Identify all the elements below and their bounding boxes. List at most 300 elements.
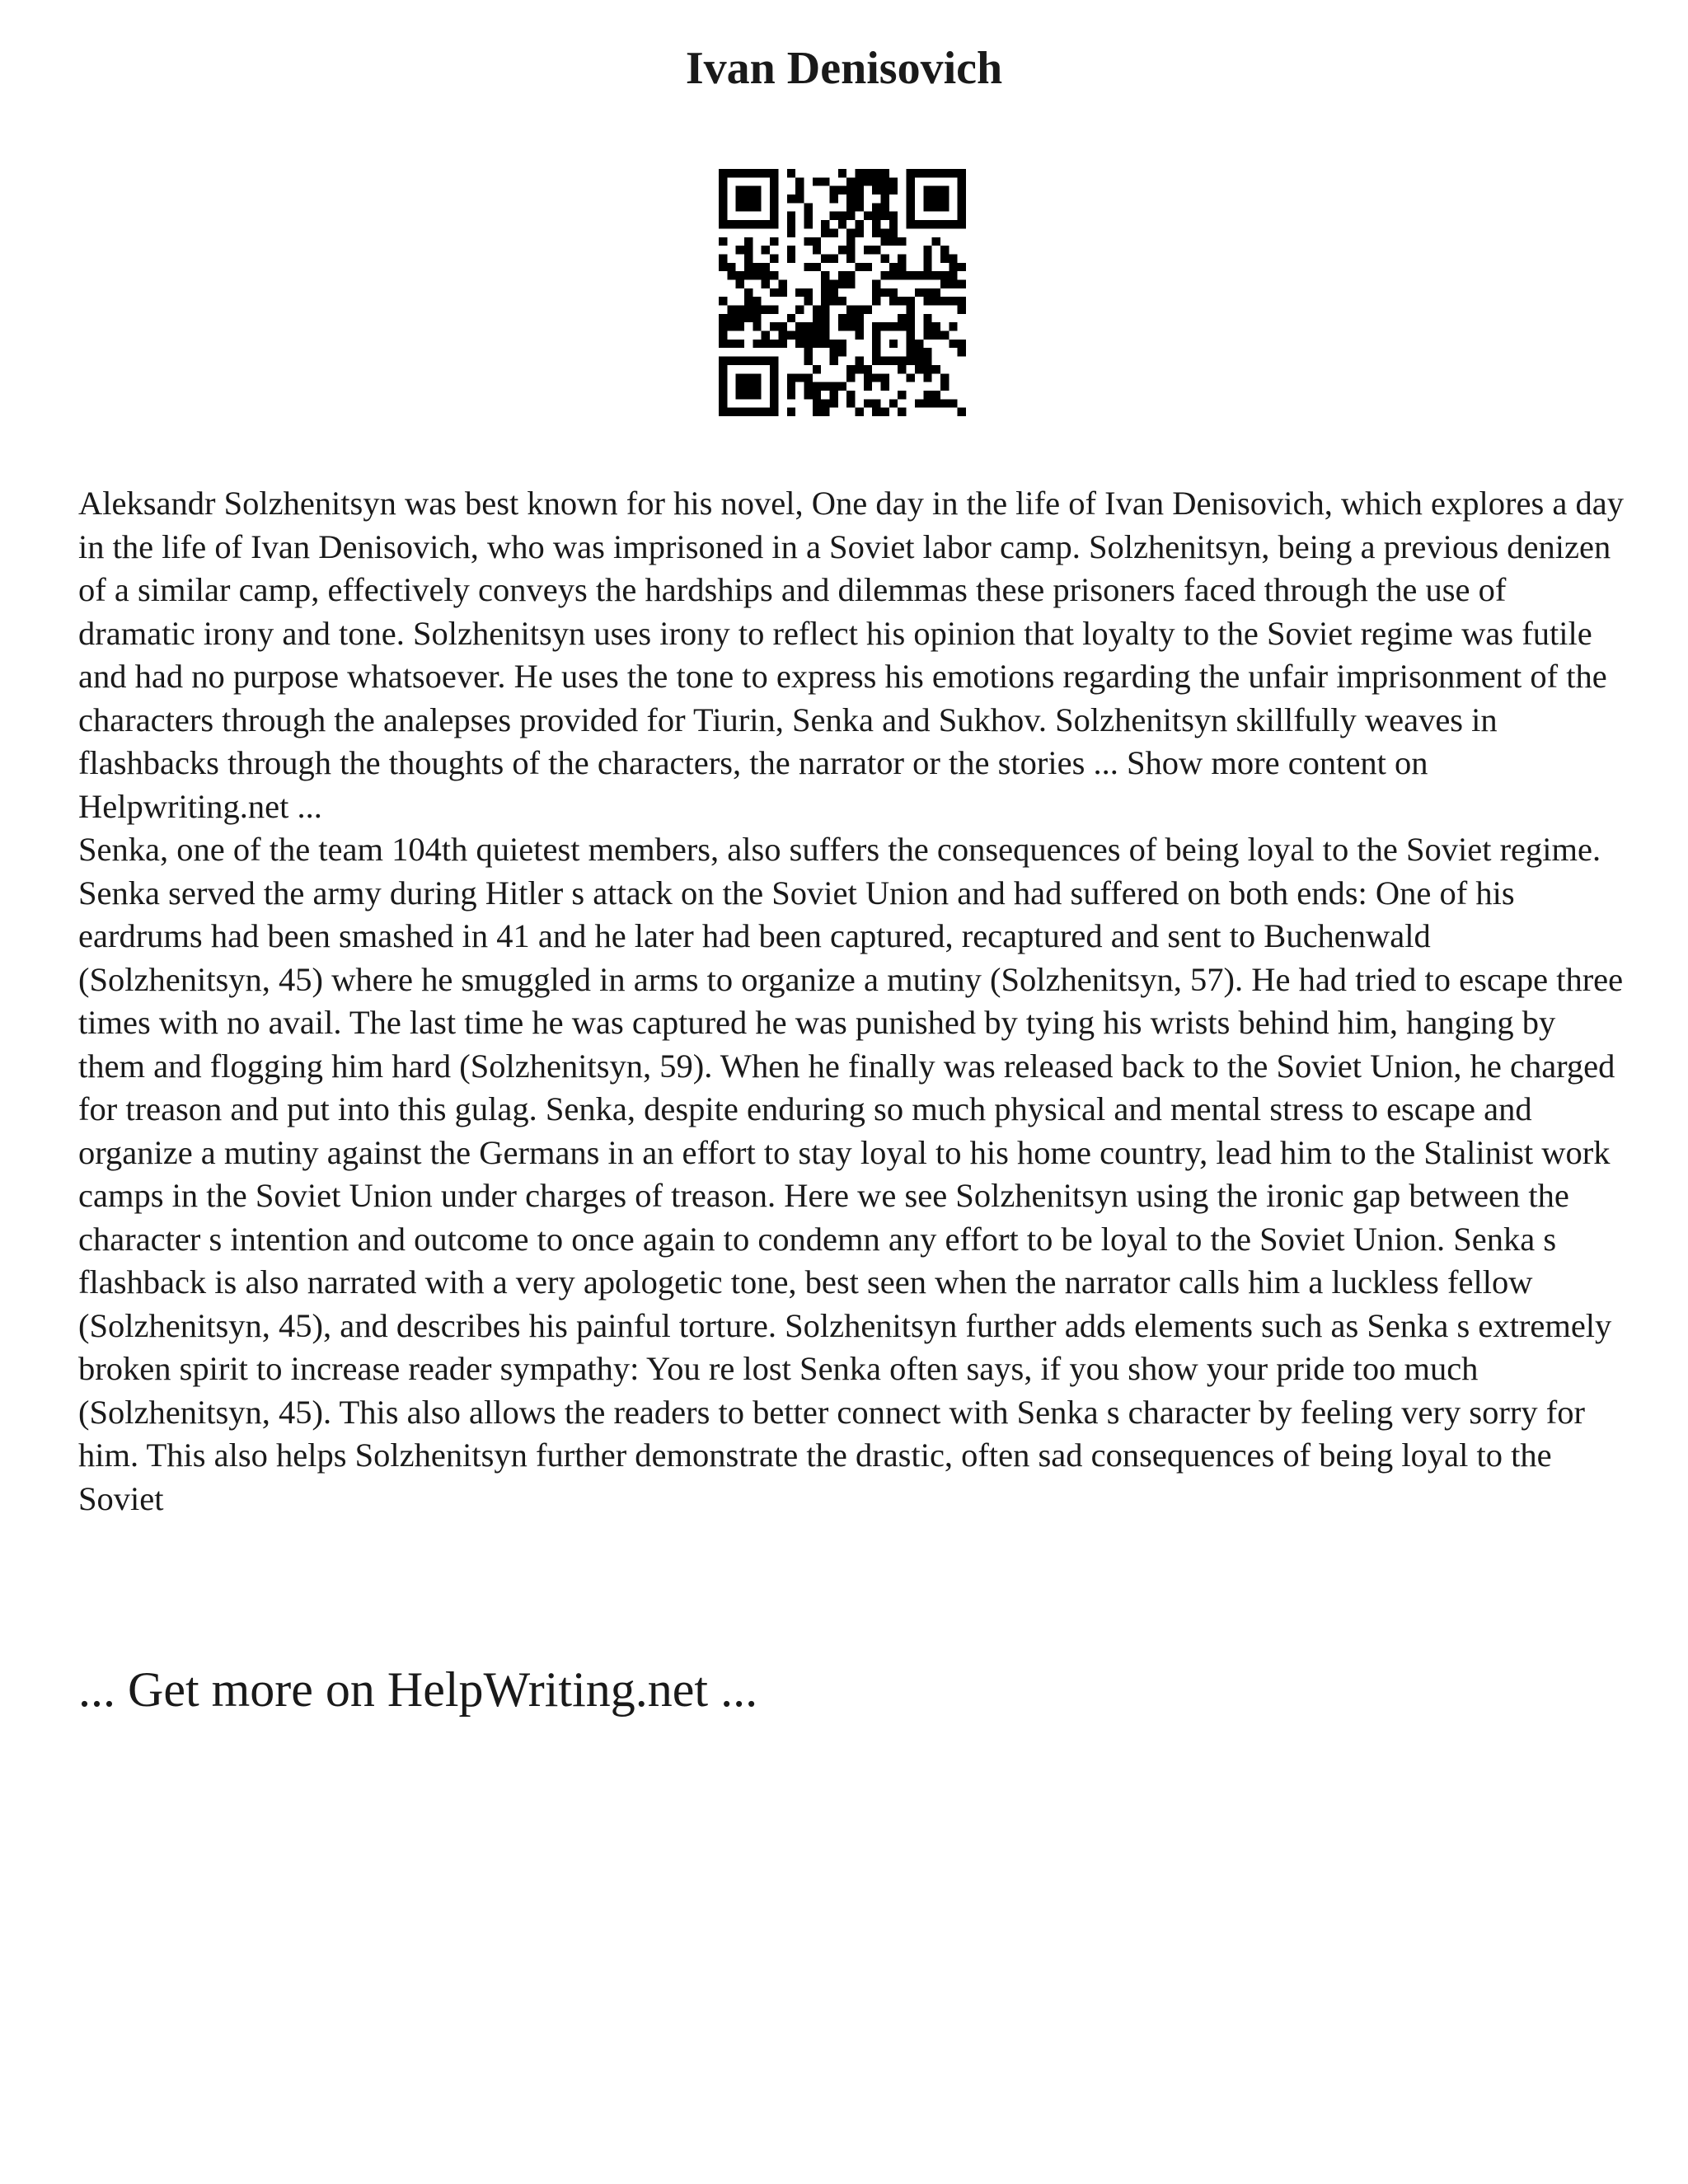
qr-module — [949, 322, 957, 330]
qr-module — [856, 228, 864, 237]
qr-module — [770, 194, 778, 203]
qr-module — [907, 220, 915, 228]
qr-module — [881, 177, 889, 185]
qr-module — [719, 194, 727, 203]
qr-module — [719, 399, 727, 407]
qr-module — [864, 365, 872, 373]
qr-module — [727, 408, 735, 416]
qr-module — [813, 237, 821, 246]
qr-module — [753, 322, 761, 330]
get-more-link[interactable]: ... Get more on HelpWriting.net ... — [78, 1662, 758, 1717]
qr-module — [762, 271, 770, 279]
qr-module — [864, 212, 872, 220]
qr-module — [856, 408, 864, 416]
qr-module — [770, 169, 778, 177]
qr-module — [795, 194, 804, 203]
qr-module — [864, 246, 872, 254]
qr-module — [762, 306, 770, 314]
qr-module — [940, 246, 949, 254]
qr-module — [872, 331, 880, 340]
qr-module — [881, 373, 889, 382]
qr-module — [889, 186, 898, 194]
qr-module — [744, 220, 753, 228]
qr-module — [804, 340, 812, 348]
paragraph-senka: Senka, one of the team 104th quietest members, also suffers the consequences of being loyal to the Soviet regime. Senka served the army during Hitler s attack on the Soviet Union and had suffered on both ends: One of his eardrums had been smashed in 41 and he later had been captured, recaptured and sent to Buchenwald (Solzhenitsyn, 45) where he smuggled in arms to organize a mutiny (Solzhenitsyn, 57). He had tried to escape three times with no avail. The last time he was captured he was punished by tying his wrists behind him, hanging by them and flogging him hard (Solzhenitsyn, 59). When he finally was released back to the Soviet Union, he charged for treason and put into this gulag. Senka, despite enduring so much physical and mental stress to escape and organize a mutiny against the Germans in an effort to stay loyal to his home country, lead him to the Stalinist work camps in the Soviet Union under charges of treason. Here we see Solzhenitsyn using the ironic gap between the character s intention and outcome to once again to condemn any effort to be loyal to the Soviet Union. Senka s flashback is also narrated with a very apologetic tone, best seen when the narrator calls him a luckless fellow (Solzhenitsyn, 45), and describes his painful torture. Solzhenitsyn further adds elements such as Senka s extremely broken spirit to increase reader sympathy: You re lost Senka often says, if you show your pride too much (Solzhenitsyn, 45). This also allows the readers to better connect with Senka s character by feeling very sorry for him. This also helps Solzhenitsyn further demonstrate the drastic, often sad consequences of being loyal to the Soviet — [78, 831, 1624, 1517]
qr-module — [889, 297, 898, 305]
qr-module — [762, 246, 770, 254]
qr-module — [762, 357, 770, 365]
qr-module — [727, 271, 735, 279]
qr-module — [940, 331, 949, 340]
qr-module — [719, 237, 727, 246]
qr-module — [719, 297, 727, 305]
qr-module — [915, 399, 923, 407]
qr-module — [804, 391, 812, 399]
qr-module — [804, 357, 812, 365]
qr-module — [753, 314, 761, 322]
qr-module — [753, 391, 761, 399]
qr-module — [813, 331, 821, 340]
qr-module — [932, 220, 940, 228]
qr-module — [889, 288, 898, 297]
qr-module — [846, 212, 855, 220]
qr-module — [940, 203, 949, 211]
qr-module — [932, 169, 940, 177]
qr-module — [829, 391, 837, 399]
qr-module — [846, 203, 855, 211]
qr-module — [838, 322, 846, 330]
qr-module — [813, 340, 821, 348]
qr-module — [898, 408, 906, 416]
qr-module — [881, 254, 889, 262]
qr-module — [736, 408, 744, 416]
qr-module — [804, 220, 812, 228]
qr-module — [727, 322, 735, 330]
qr-module — [907, 212, 915, 220]
qr-module — [846, 314, 855, 322]
qr-module — [856, 306, 864, 314]
qr-module — [821, 331, 829, 340]
qr-module — [881, 194, 889, 203]
qr-module — [864, 382, 872, 391]
qr-module — [923, 186, 931, 194]
qr-module — [719, 382, 727, 391]
qr-module — [744, 314, 753, 322]
qr-module — [719, 357, 727, 365]
qr-module — [804, 212, 812, 220]
qr-module — [736, 186, 744, 194]
qr-module — [719, 408, 727, 416]
qr-module — [821, 177, 829, 185]
qr-module — [846, 322, 855, 330]
qr-module — [736, 391, 744, 399]
qr-code-graphic — [719, 169, 966, 416]
qr-module — [872, 186, 880, 194]
qr-module — [898, 357, 906, 365]
qr-module — [795, 373, 804, 382]
qr-module — [778, 322, 786, 330]
qr-module — [719, 373, 727, 382]
paragraph-intro: Aleksandr Solzhenitsyn was best known for his novel, One day in the life of Ivan Denisovich, which explores a day in the life of Ivan Denisovich, who was imprisoned in a Soviet labor camp. Solzhenitsyn, being a previous denizen of a similar camp, effectively conveys the hardships and dilemmas these prisoners faced through the use of dramatic irony and tone. Solzhenitsyn uses irony to reflect his opinion that loyalty to the Soviet regime was futile and had no purpose whatsoever. He uses the tone to express his emotions regarding the unfair imprisonment of the characters through the analepses provided for Tiurin, Senka and Sukhov. Solzhenitsyn skillfully weaves in flashbacks through the thoughts of the characters, the narrator or the stories ... Show more content on Helpwriting.net ... — [78, 485, 1624, 825]
qr-module — [829, 228, 837, 237]
qr-module — [915, 365, 923, 373]
qr-module — [907, 322, 915, 330]
qr-module — [856, 177, 864, 185]
qr-module — [744, 408, 753, 416]
qr-module — [813, 382, 821, 391]
qr-module — [881, 382, 889, 391]
qr-module — [770, 373, 778, 382]
qr-module — [821, 399, 829, 407]
qr-module — [787, 314, 795, 322]
qr-module — [736, 306, 744, 314]
qr-module — [932, 186, 940, 194]
qr-module — [821, 297, 829, 305]
qr-module — [813, 177, 821, 185]
qr-module — [907, 177, 915, 185]
qr-module — [727, 306, 735, 314]
qr-module — [846, 365, 855, 373]
qr-module — [813, 365, 821, 373]
qr-module — [795, 177, 804, 185]
qr-module — [736, 382, 744, 391]
qr-module — [727, 357, 735, 365]
qr-module — [846, 246, 855, 254]
qr-module — [907, 186, 915, 194]
qr-module — [958, 203, 966, 211]
qr-module — [846, 271, 855, 279]
qr-module — [770, 186, 778, 194]
qr-module — [923, 288, 931, 297]
qr-module — [932, 194, 940, 203]
qr-module — [787, 408, 795, 416]
qr-module — [744, 382, 753, 391]
qr-module — [864, 169, 872, 177]
qr-module — [932, 297, 940, 305]
qr-module — [940, 382, 949, 391]
qr-module — [872, 357, 880, 365]
qr-module — [744, 263, 753, 271]
qr-module — [821, 220, 829, 228]
qr-module — [958, 340, 966, 348]
qr-module — [762, 169, 770, 177]
qr-module — [838, 169, 846, 177]
qr-module — [762, 263, 770, 271]
qr-module — [829, 357, 837, 365]
qr-module — [846, 186, 855, 194]
qr-module — [787, 194, 795, 203]
qr-module — [813, 322, 821, 330]
qr-module — [753, 194, 761, 203]
qr-module — [838, 340, 846, 348]
qr-module — [856, 220, 864, 228]
qr-module — [915, 271, 923, 279]
qr-module — [907, 314, 915, 322]
qr-module — [770, 212, 778, 220]
qr-module — [932, 203, 940, 211]
qr-module — [923, 399, 931, 407]
qr-module — [753, 306, 761, 314]
qr-module — [932, 399, 940, 407]
qr-module — [744, 271, 753, 279]
qr-module — [856, 322, 864, 330]
qr-module — [881, 408, 889, 416]
qr-module — [804, 203, 812, 211]
qr-module — [958, 177, 966, 185]
article-body — [78, 482, 1628, 1521]
qr-module — [907, 348, 915, 356]
qr-module — [762, 340, 770, 348]
qr-module — [872, 279, 880, 288]
qr-module — [787, 169, 795, 177]
qr-module — [813, 263, 821, 271]
qr-module — [753, 203, 761, 211]
qr-module — [821, 254, 829, 262]
qr-module — [881, 169, 889, 177]
qr-module — [949, 220, 957, 228]
qr-module — [821, 288, 829, 297]
qr-module — [821, 306, 829, 314]
qr-module — [898, 263, 906, 271]
qr-module — [932, 322, 940, 330]
qr-module — [787, 331, 795, 340]
qr-module — [881, 228, 889, 237]
qr-module — [932, 237, 940, 246]
qr-module — [923, 391, 931, 399]
qr-module — [898, 314, 906, 322]
qr-module — [762, 331, 770, 340]
qr-module — [864, 177, 872, 185]
qr-module — [736, 169, 744, 177]
qr-module — [872, 297, 880, 305]
qr-module — [719, 263, 727, 271]
qr-module — [787, 254, 795, 262]
qr-module — [846, 228, 855, 237]
qr-module — [770, 365, 778, 373]
qr-module — [872, 340, 880, 348]
qr-module — [846, 254, 855, 262]
qr-module — [949, 399, 957, 407]
qr-module — [949, 271, 957, 279]
qr-module — [753, 357, 761, 365]
qr-module — [940, 186, 949, 194]
qr-module — [753, 373, 761, 382]
qr-module — [821, 322, 829, 330]
qr-module — [829, 297, 837, 305]
qr-module — [804, 331, 812, 340]
qr-module — [770, 399, 778, 407]
qr-module — [770, 288, 778, 297]
qr-module — [795, 186, 804, 194]
qr-module — [770, 203, 778, 211]
qr-module — [736, 194, 744, 203]
qr-module — [736, 314, 744, 322]
qr-module — [753, 169, 761, 177]
qr-module — [736, 322, 744, 330]
qr-module — [719, 177, 727, 185]
qr-module — [940, 169, 949, 177]
qr-module — [932, 391, 940, 399]
qr-module — [864, 306, 872, 314]
qr-module — [719, 331, 727, 340]
qr-module — [907, 340, 915, 348]
qr-module — [753, 340, 761, 348]
qr-module — [846, 306, 855, 314]
qr-module — [940, 254, 949, 262]
qr-module — [770, 177, 778, 185]
qr-module — [958, 212, 966, 220]
qr-module — [753, 186, 761, 194]
qr-module — [736, 203, 744, 211]
qr-module — [770, 254, 778, 262]
qr-module — [821, 340, 829, 348]
qr-module — [813, 391, 821, 399]
qr-module — [958, 220, 966, 228]
qr-module — [915, 348, 923, 356]
qr-module — [804, 237, 812, 246]
qr-module — [872, 322, 880, 330]
qr-module — [881, 212, 889, 220]
qr-module — [923, 271, 931, 279]
qr-module — [804, 297, 812, 305]
qr-module — [864, 373, 872, 382]
qr-module — [898, 365, 906, 373]
qr-module — [949, 279, 957, 288]
qr-module — [744, 357, 753, 365]
qr-module — [898, 271, 906, 279]
qr-module — [736, 279, 744, 288]
qr-module — [829, 279, 837, 288]
qr-module — [744, 306, 753, 314]
qr-module — [744, 203, 753, 211]
qr-module — [949, 297, 957, 305]
qr-module — [958, 263, 966, 271]
qr-module — [881, 288, 889, 297]
qr-module — [923, 314, 931, 322]
qr-module — [744, 186, 753, 194]
qr-module — [856, 314, 864, 322]
qr-module — [898, 254, 906, 262]
qr-module — [795, 322, 804, 330]
qr-module — [821, 279, 829, 288]
qr-code-icon[interactable] — [719, 169, 966, 416]
qr-module — [829, 288, 837, 297]
qr-module — [923, 331, 931, 340]
qr-module — [923, 220, 931, 228]
qr-module — [753, 263, 761, 271]
qr-module — [719, 169, 727, 177]
qr-module — [838, 271, 846, 279]
qr-module — [881, 357, 889, 365]
qr-module — [744, 391, 753, 399]
qr-module — [915, 288, 923, 297]
qr-module — [719, 220, 727, 228]
qr-module — [940, 279, 949, 288]
qr-module — [872, 203, 880, 211]
qr-module — [838, 348, 846, 356]
qr-module — [907, 194, 915, 203]
qr-module — [915, 169, 923, 177]
qr-module — [736, 246, 744, 254]
qr-module — [787, 373, 795, 382]
qr-module — [778, 340, 786, 348]
qr-module — [940, 220, 949, 228]
qr-module — [932, 271, 940, 279]
qr-module — [744, 194, 753, 203]
qr-module — [907, 169, 915, 177]
qr-module — [753, 297, 761, 305]
qr-module — [719, 322, 727, 330]
qr-module — [795, 288, 804, 297]
qr-module — [898, 237, 906, 246]
qr-module — [787, 228, 795, 237]
qr-module — [787, 212, 795, 220]
qr-module — [889, 177, 898, 185]
qr-module — [846, 279, 855, 288]
qr-module — [727, 220, 735, 228]
qr-module — [898, 322, 906, 330]
qr-module — [753, 408, 761, 416]
qr-module — [923, 373, 931, 382]
qr-module — [727, 169, 735, 177]
qr-module — [744, 254, 753, 262]
qr-module — [846, 373, 855, 382]
qr-module — [872, 288, 880, 297]
qr-module — [829, 254, 837, 262]
qr-module — [804, 263, 812, 271]
qr-module — [923, 365, 931, 373]
qr-module — [770, 391, 778, 399]
qr-module — [856, 194, 864, 203]
qr-module — [829, 399, 837, 407]
qr-module — [881, 203, 889, 211]
qr-module — [787, 246, 795, 254]
qr-module — [907, 357, 915, 365]
qr-module — [829, 212, 837, 220]
qr-module — [813, 246, 821, 254]
qr-module — [829, 348, 837, 356]
qr-module — [889, 220, 898, 228]
qr-module — [846, 399, 855, 407]
qr-module — [736, 340, 744, 348]
qr-module — [744, 169, 753, 177]
qr-module — [744, 246, 753, 254]
qr-module — [889, 271, 898, 279]
qr-module — [778, 331, 786, 340]
qr-module — [762, 220, 770, 228]
qr-module — [821, 314, 829, 322]
qr-module — [864, 399, 872, 407]
qr-module — [907, 306, 915, 314]
qr-module — [856, 357, 864, 365]
qr-module — [753, 382, 761, 391]
qr-module — [770, 271, 778, 279]
qr-module — [881, 322, 889, 330]
qr-module — [846, 194, 855, 203]
qr-module — [719, 254, 727, 262]
qr-module — [958, 408, 966, 416]
qr-module — [940, 399, 949, 407]
qr-module — [856, 365, 864, 373]
qr-module — [872, 228, 880, 237]
page-title: Ivan Denisovich — [685, 43, 1003, 94]
qr-module — [949, 340, 957, 348]
qr-module — [907, 331, 915, 340]
qr-module — [872, 212, 880, 220]
qr-module — [923, 322, 931, 330]
qr-module — [719, 391, 727, 399]
qr-module — [889, 399, 898, 407]
